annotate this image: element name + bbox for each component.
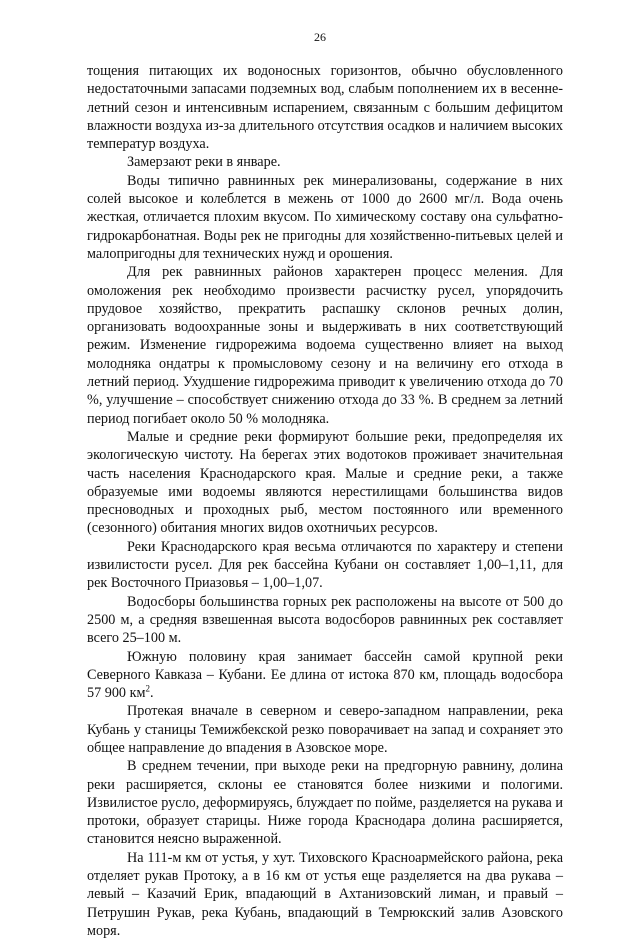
paragraph-continued: тощения питающих их водоносных горизонтов, обычно обусловленного недостаточными запасами подземных вод, слабым пополнением их в весенне-летний сезон и интенсивным испарением, связанным с большим дефицитом влажности воздуха из-за длительного отсутствия осадков и наличием высоких температур воздуха. [87, 63, 563, 153]
paragraph: Водосборы большинства горных рек расположены на высоте от 500 до 2500 м, а средняя взвешенная высота водосборов равнинных рек составляет всего 25–100 м. [87, 593, 563, 647]
paragraph-text: Южную половину края занимает бассейн самой крупной реки Северного Кавказа – Кубани. Ее длина от истока 870 км, площадь водосбора 57 900 км [87, 648, 563, 702]
body-text [87, 62, 563, 940]
paragraph: Протекая вначале в северном и северо-западном направлении, река Кубань у станицы Темижбекской резко поворачивает на запад и сохраняет это общее направление до впадения в Азовское море. [87, 703, 563, 756]
superscript: 2 [145, 683, 150, 694]
paragraph-end-period: . [149, 685, 154, 702]
paragraph: Для рек равнинных районов характерен процесс меления. Для омоложения рек необходимо произвести расчистку русел, упорядочить прудовое хозяйство, прекратить распашку склонов речных долин, организовать водоохранные зоны и выдерживать в них соответствующий режим. Изменение гидрорежима водоема существенно влияет на выход молодняка ондатры к промысловому сезону и на величину его отхода в летний период. Ухудшение гидрорежима приводит к увеличению отхода до 70 %, улучшение – способствует снижению отхода до 33 %. В среднем за летний период погибает около 50 % молодняка. [87, 264, 563, 427]
paragraph: Воды типично равнинных рек минерализованы, содержание в них солей высокое и колеблется в межень от 1000 до 2600 мг/л. Вода очень жесткая, отличается плохим вкусом. По химическому составу она сульфатно-гидрокарбонатная. Воды рек не пригодны для хозяйственно-питьевых целей и малопригодны для технических нужд и орошения. [87, 172, 563, 262]
page-number: 26 [314, 30, 326, 44]
paragraph: Малые и средние реки формируют большие реки, предопределяя их экологическую чистоту. На берегах этих водотоков проживает значительная часть населения Краснодарского края. Малые и средние реки, а также образуемые ими водоемы являются нерестилищами большинства видов пресноводных и проходных рыб, местом постоянного или временного (сезонного) обитания многих видов охотничьих ресурсов. [87, 428, 563, 537]
paragraph-kuban-basin [87, 648, 563, 703]
paragraph: Замерзают реки в январе. [127, 154, 281, 171]
paragraph: На 111-м км от устья, у хут. Тиховского Красноармейского района, река отделяет рукав Протоку, а в 16 км от устья еще разделяется на два рукава – левый – Казачий Ерик, впадающий в Ахтанизовский лиман, и правый – Петрушин Рукав, река Кубань, впадающий в Темрюкский залив Азовского моря. [87, 849, 563, 939]
paragraph: Реки Краснодарского края весьма отличаются по характеру и степени извилистости русел. Для рек бассейна Кубани он составляет 1,00–1,11, для рек Восточного Приазовья – 1,00–1,07. [87, 538, 563, 592]
paragraph: В среднем течении, при выходе реки на предгорную равнину, долина реки расширяется, склоны ее становятся более низкими и пологими. Извилистое русло, деформируясь, блуждает по пойме, разделяется на рукава и протоки, образует старицы. Ниже города Краснодара долина расширяется, становится неясно выраженной. [87, 758, 563, 848]
